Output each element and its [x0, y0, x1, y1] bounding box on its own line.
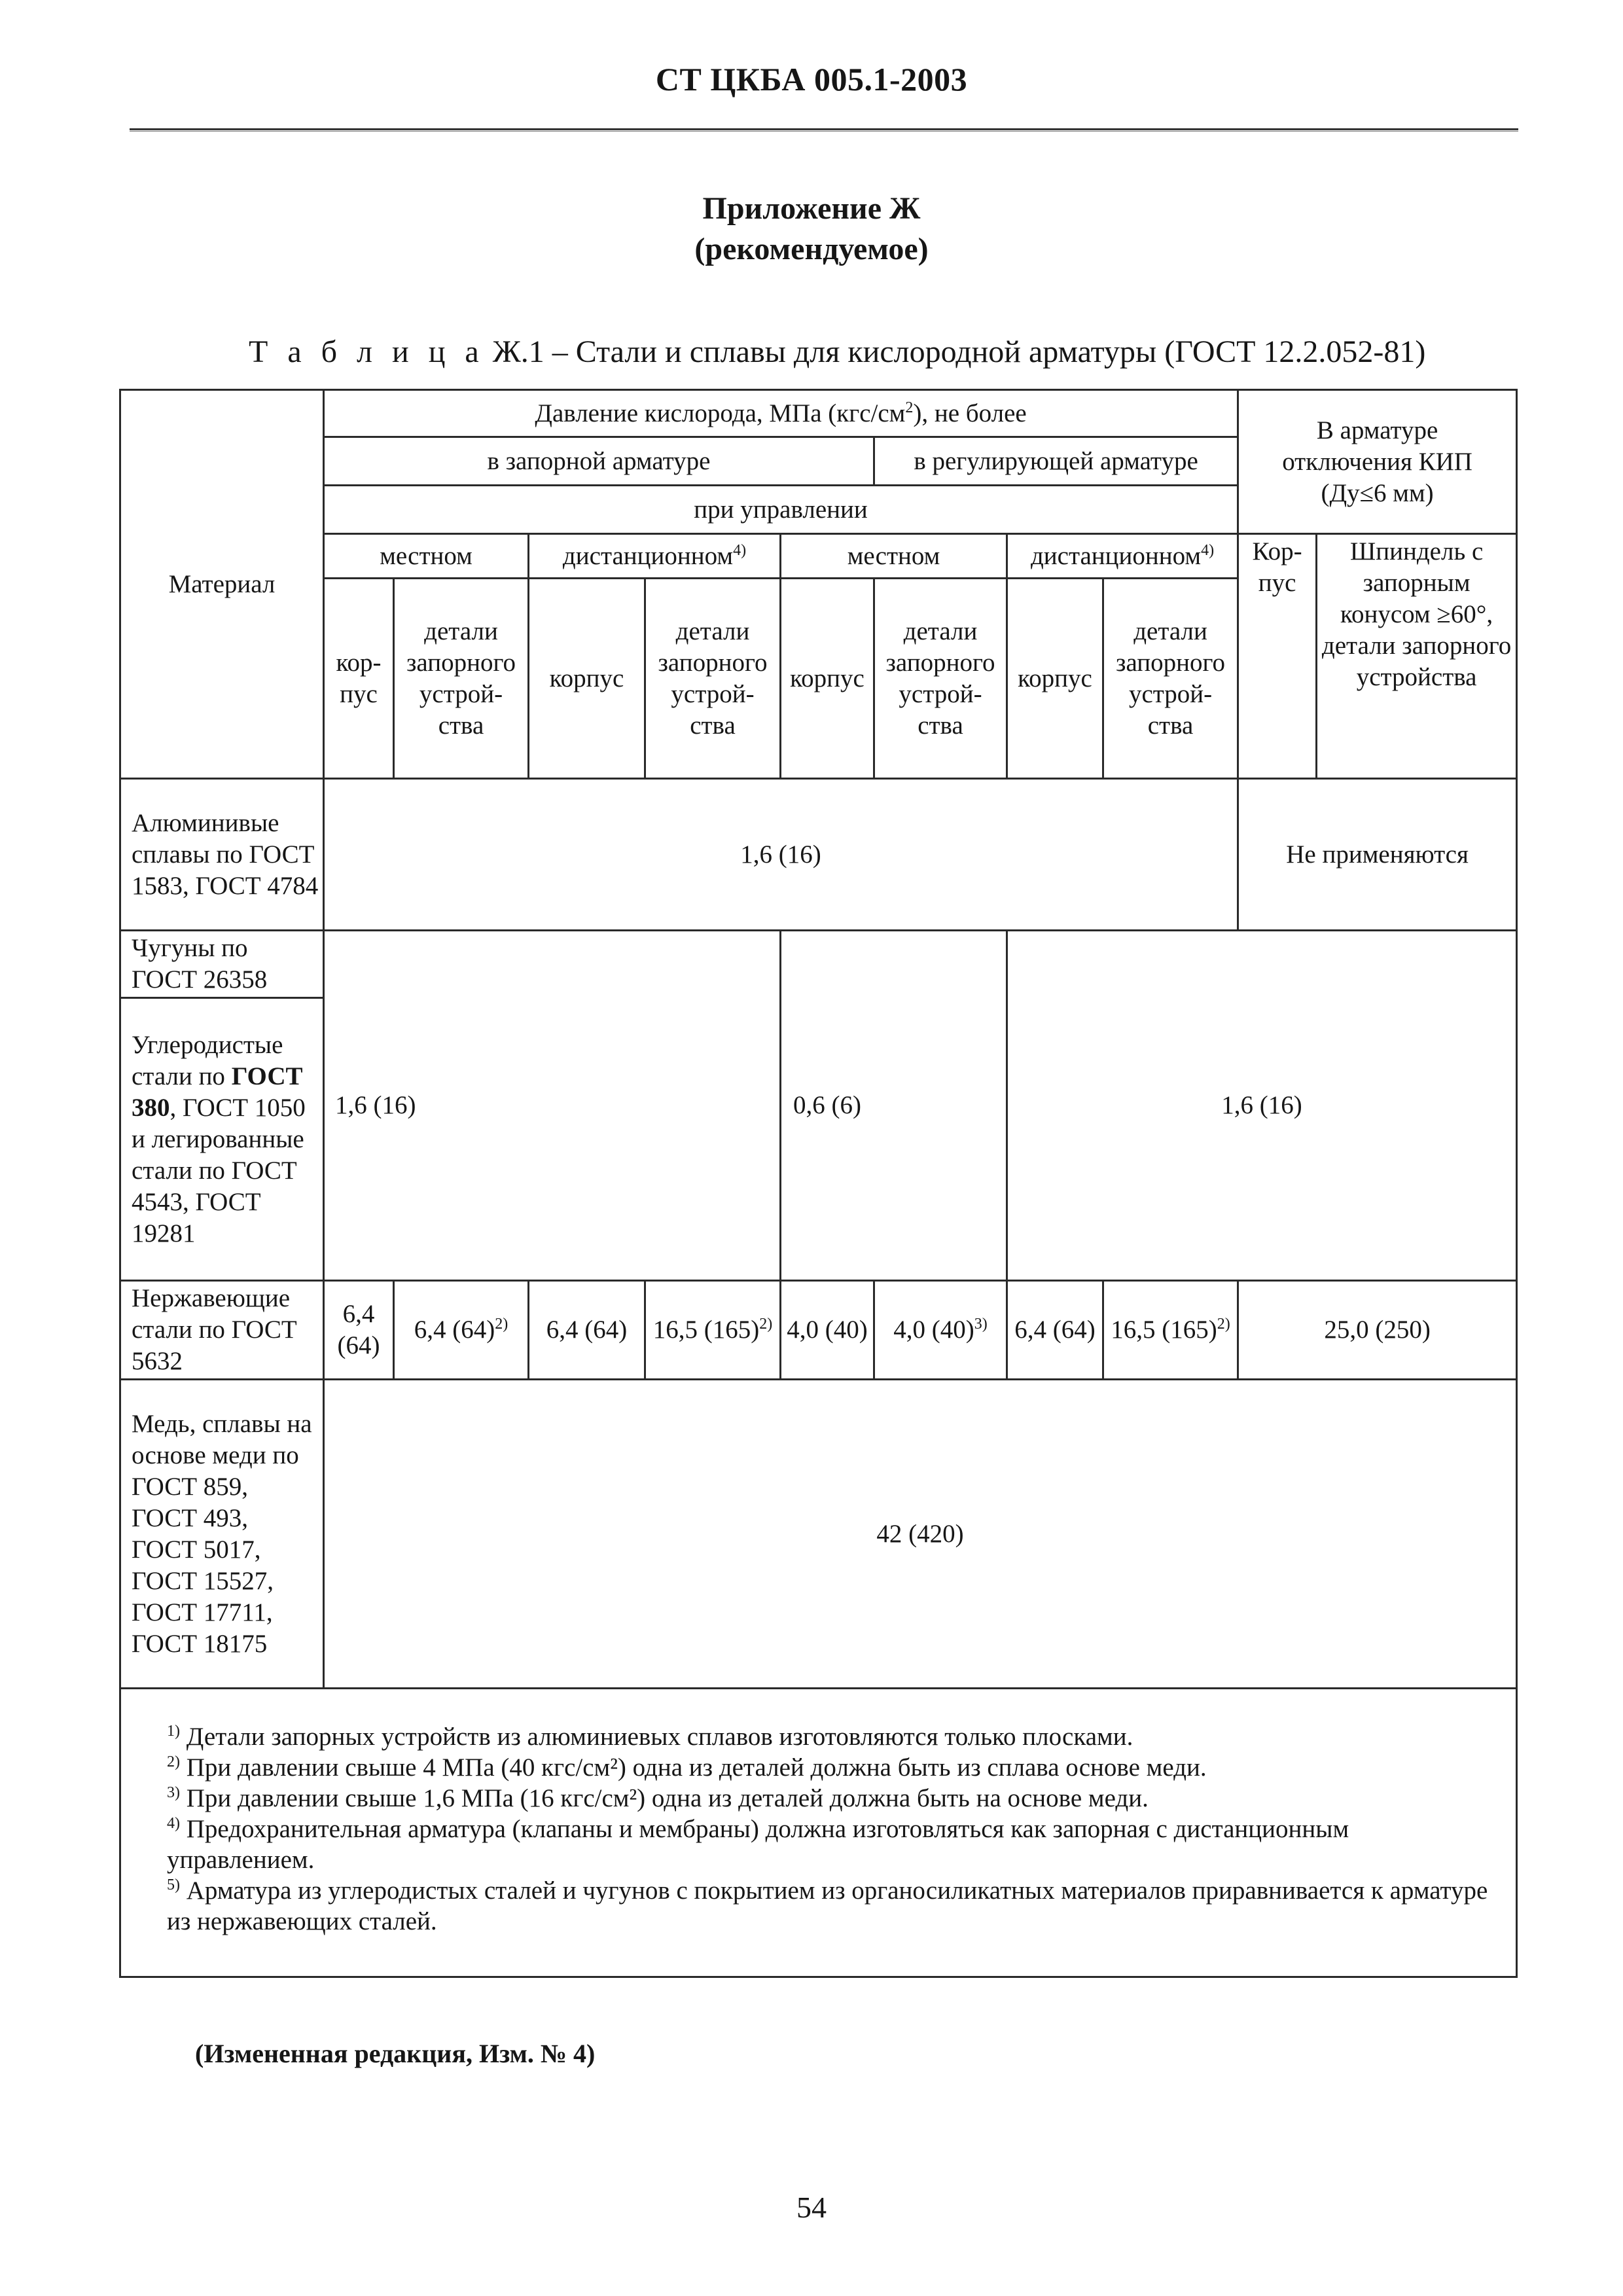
carbon-pressure-shutoff: 1,6 (16): [324, 931, 781, 1281]
col-body-1: кор-пус: [324, 579, 394, 779]
col-body-3: корпус: [781, 579, 874, 779]
material-stainless: Нержавеющие стали по ГОСТ 5632: [120, 1281, 324, 1380]
col-body-4: корпус: [1007, 579, 1103, 779]
table-notes: [120, 1689, 1517, 1977]
material-aluminum: Алюминивые сплавы по ГОСТ 1583, ГОСТ 4784: [120, 779, 324, 931]
carbon-pressure-rest: 1,6 (16): [1007, 931, 1517, 1281]
note-3: $^{3)}$ При давлении свыше 1,6 МПа (16 кгс/см²) одна из деталей должна быть на основе меди.: [167, 1784, 1149, 1812]
stainless-c4: 16,5 $(165)^{2)}$: [645, 1281, 781, 1380]
edit-note: (Измененная редакция, Изм. № 4): [195, 2039, 596, 2068]
control-header: при управлении: [324, 486, 1238, 534]
material-cast-iron: Чугуны по ГОСТ 26358: [120, 931, 324, 998]
remote-control-shutoff: дистанционном$^{4)}$: [529, 534, 781, 579]
col-parts-3: детали запорного устрой-ства: [874, 579, 1007, 779]
stainless-c7: 6,4 (64): [1007, 1281, 1103, 1380]
stainless-c6: 4,0 $(40)^{3)}$: [874, 1281, 1007, 1380]
shutoff-valves-header: в запорной арматуре: [324, 437, 874, 486]
col-body-2: корпус: [529, 579, 645, 779]
stainless-kip: 25,0 (250): [1238, 1281, 1517, 1380]
col-parts-4: детали запорного устрой-ства: [1103, 579, 1238, 779]
header-divider: [130, 128, 1518, 132]
note-2: $^{2)}$ При давлении свыше 4 МПа (40 кгс/см²) одна из деталей должна быть из сплава основе меди.: [167, 1753, 1207, 1782]
remote-control-regulating: дистанционном$^{4)}$: [1007, 534, 1238, 579]
page-number: 54: [796, 2191, 827, 2224]
stainless-c5: 4,0 (40): [781, 1281, 874, 1380]
stainless-c3: 6,4 (64): [529, 1281, 645, 1380]
aluminum-kip: Не применяются: [1238, 779, 1517, 931]
material-carbon-steels: Углеродистые стали по ГОСТ 380, ГОСТ 1050 и легированные стали по ГОСТ 4543, ГОСТ 19281: [120, 998, 324, 1281]
note-1: $^{1)}$ Детали запорных устройств из алюминиевых сплавов изготовляются только плосками.: [167, 1722, 1133, 1751]
pressure-header: Давление кислорода, МПа $(кгс/см^2)$, не более: [324, 390, 1238, 437]
appendix-subtitle: (рекомендуемое): [694, 232, 929, 266]
kip-spindle-header: Шпиндель с запорным конусом ≥60°, детали запорного устройства: [1317, 534, 1517, 779]
local-control-shutoff: местном: [324, 534, 529, 579]
aluminum-pressure: 1,6 (16): [324, 779, 1238, 931]
col-parts-1: детали запорного устрой-ства: [394, 579, 529, 779]
steels-alloys-table: [119, 389, 1518, 1978]
table-caption: [249, 334, 1425, 370]
stainless-c1: 6,4 (64): [324, 1281, 394, 1380]
local-control-regulating: местном: [781, 534, 1007, 579]
kip-body-header: Кор-пус: [1238, 534, 1317, 779]
copper-pressure: 42 (420): [324, 1380, 1517, 1689]
stainless-c2: 6,4 $(64)^{2)}$: [394, 1281, 529, 1380]
table-caption-text: Ж.1 – Стали и сплавы для кислородной арматуры (ГОСТ 12.2.052-81): [492, 334, 1426, 369]
col-parts-2: детали запорного устрой-ства: [645, 579, 781, 779]
table-caption-prefix: Т а б л и ц а: [249, 334, 485, 369]
kip-header: В арматуре отключения КИП (Ду≤6 мм): [1238, 390, 1517, 534]
carbon-pressure-regulating-local: 0,6 (6): [781, 931, 1007, 1281]
appendix-title: Приложение Ж: [702, 191, 921, 226]
appendix-heading: [0, 188, 1623, 270]
regulating-valves-header: в регулирующей арматуре: [874, 437, 1238, 486]
material-copper: Медь, сплавы на основе меди по ГОСТ 859, ГОСТ 493, ГОСТ 5017, ГОСТ 15527, ГОСТ 17711, ГОСТ 18175: [120, 1380, 324, 1689]
stainless-c8: 16,5 $(165)^{2)}$: [1103, 1281, 1238, 1380]
material-header: Материал: [120, 390, 324, 779]
document-code: СТ ЦКБА 005.1-2003: [655, 61, 968, 98]
note-4: $^{4)}$ Предохранительная арматура (клапаны и мембраны) должна изготовляться как запорная с дистанционным управлением.: [167, 1814, 1349, 1874]
note-5: $^{5)}$ Арматура из углеродистых сталей и чугунов с покрытием из органосиликатных материалов приравнивается к арматуре из нержавеющих сталей.: [167, 1876, 1488, 1935]
